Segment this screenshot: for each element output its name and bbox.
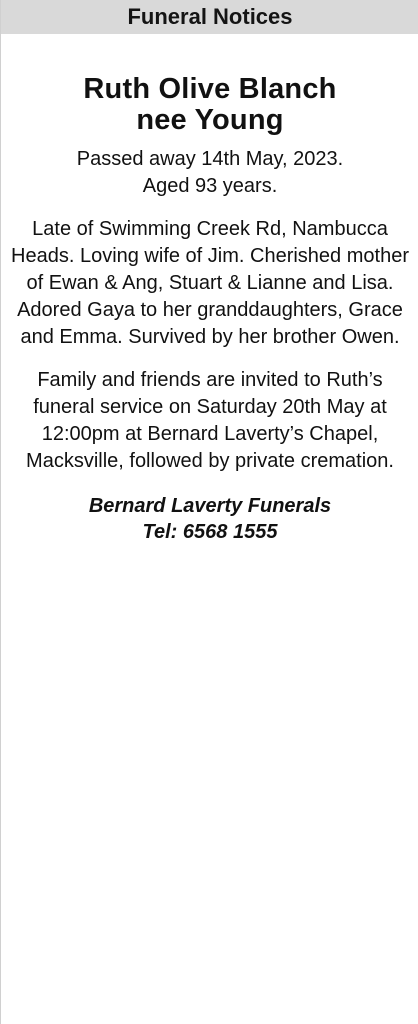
passed-away-date: Passed away 14th May, 2023.: [76, 148, 344, 170]
notice-body: [1, 74, 418, 545]
service-line: funeral service on Saturday 20th May at: [33, 396, 387, 418]
service-line: 12:00pm at Bernard Laverty’s Chapel,: [41, 423, 379, 445]
service-paragraph: [1, 367, 418, 475]
funeral-home-name: Bernard Laverty Funerals: [88, 495, 332, 517]
deceased-maiden-name: nee Young: [136, 104, 284, 136]
deceased-name: [1, 74, 418, 136]
family-line: and Emma. Survived by her brother Owen.: [20, 326, 400, 348]
age-at-death: Aged 93 years.: [142, 175, 278, 197]
family-line: of Ewan & Ang, Stuart & Lianne and Lisa.: [26, 272, 394, 294]
section-title: Funeral Notices: [127, 4, 293, 29]
service-line: Macksville, followed by private cremation.: [26, 450, 394, 472]
section-header: [1, 0, 418, 34]
funeral-home-phone: Tel: 6568 1555: [142, 521, 278, 543]
death-details: [1, 146, 418, 200]
deceased-full-name: Ruth Olive Blanch: [83, 73, 337, 105]
family-line: Late of Swimming Creek Rd, Nambucca: [32, 218, 388, 240]
family-line: Adored Gaya to her granddaughters, Grace: [17, 299, 403, 321]
service-line: Family and friends are invited to Ruth’s: [37, 369, 383, 391]
family-paragraph: [1, 216, 418, 351]
funeral-director: [1, 493, 418, 545]
family-line: Heads. Loving wife of Jim. Cherished mother: [11, 245, 409, 267]
